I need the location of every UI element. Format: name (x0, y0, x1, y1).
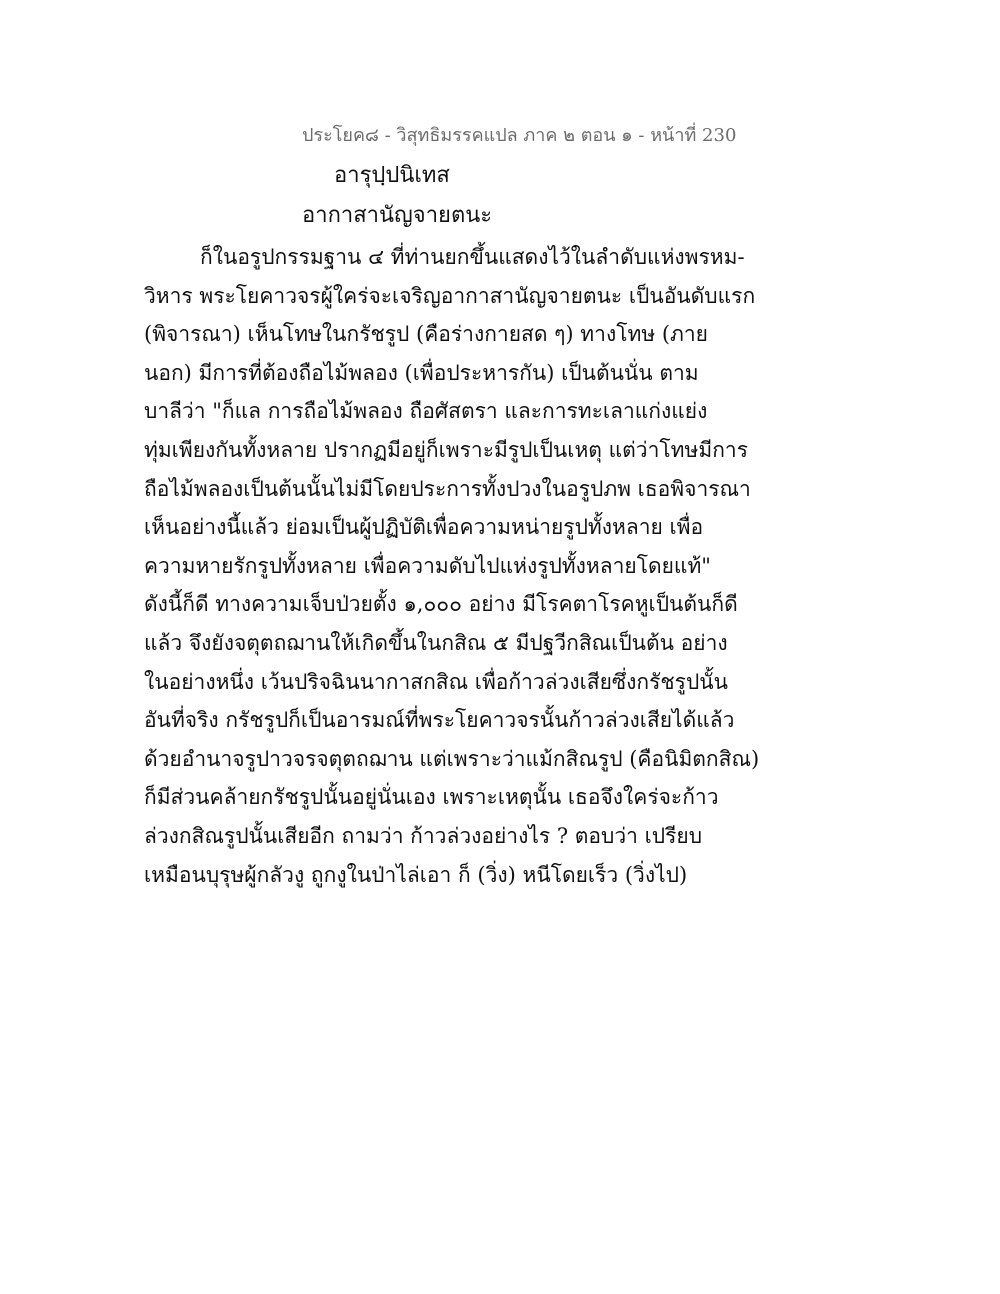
body-paragraph (144, 238, 760, 894)
body-line: ทุ่มเพียงกันทั้งหลาย ปรากฏมีอยู่ก็เพราะมีรูปเป็นเหตุ แต่ว่าโทษมีการ (144, 437, 748, 462)
body-line: ล่วงกสิณรูปนั้นเสียอีก ถามว่า ก้าวล่วงอย่างไร ? ตอบว่า เปรียบ (144, 823, 703, 848)
body-line: ด้วยอำนาจรูปาวจรจตุตถฌาน แต่เพราะว่าแม้กสิณรูป (คือนิมิตกสิณ) (144, 746, 760, 771)
body-line: ในอย่างหนึ่ง เว้นปริจฉินนากาสกสิณ เพื่อก้าวล่วงเสียซึ่งกรัชรูปนั้น (144, 669, 728, 694)
body-line: แล้ว จึงยังจตุตถฌานให้เกิดขึ้นในกสิณ ๕ มีปฐวีกสิณเป็นต้น อย่าง (144, 630, 728, 655)
body-line: ก็มีส่วนคล้ายกรัชรูปนั้นอยู่นั่นเอง เพราะเหตุนั้น เธอจึงใคร่จะก้าว (144, 785, 719, 810)
body-line: ดังนี้ก็ดี ทางความเจ็บป่วยตั้ง ๑,๐๐๐ อย่าง มีโรคตาโรคหูเป็นต้นก็ดี (144, 592, 738, 617)
running-header: ประโยค๘ - วิสุทธิมรรคแปล ภาค ๒ ตอน ๑ - หน้าที่ 230 (302, 125, 737, 146)
body-line: ถือไม้พลองเป็นต้นนั้นไม่มีโดยประการทั้งปวงในอรูปภพ เธอพิจารณา (144, 476, 751, 501)
body-line: วิหาร พระโยคาวจรผู้ใคร่จะเจริญอากาสานัญจายตนะ เป็นอันดับแรก (144, 283, 756, 308)
section-title: อากาสานัญจายตนะ (302, 203, 493, 228)
body-line: (พิจารณา) เห็นโทษในกรัชรูป (คือร่างกายสด ๆ) ทางโทษ (ภาย (144, 322, 708, 347)
body-line: ความหายรักรูปทั้งหลาย เพื่อความดับไปแห่งรูปทั้งหลายโดยแท้" (144, 553, 711, 578)
body-line: บาลีว่า "ก็แล การถือไม้พลอง ถือศัสตรา และการทะเลาแก่งแย่ง (144, 399, 708, 424)
body-line: อันที่จริง กรัชรูปก็เป็นอารมณ์ที่พระโยคาวจรนั้นก้าวล่วงเสียได้แล้ว (144, 708, 735, 733)
body-line: เห็นอย่างนี้แล้ว ย่อมเป็นผู้ปฏิบัติเพื่อความหน่ายรูปทั้งหลาย เพื่อ (144, 515, 704, 540)
body-line: เหมือนบุรุษผู้กลัวงู ถูกงูในป่าไล่เอา ก็ (วิ่ง) หนีโดยเร็ว (วิ่งไป) (144, 862, 688, 887)
body-line: นอก) มีการที่ต้องถือไม้พลอง (เพื่อประหารกัน) เป็นต้นนั่น ตาม (144, 360, 699, 385)
body-line: ก็ในอรูปกรรมฐาน ๔ ที่ท่านยกขึ้นแสดงไว้ในลำดับแห่งพรหม- (200, 245, 745, 269)
chapter-title: อารุปฺปนิเทส (334, 163, 450, 188)
